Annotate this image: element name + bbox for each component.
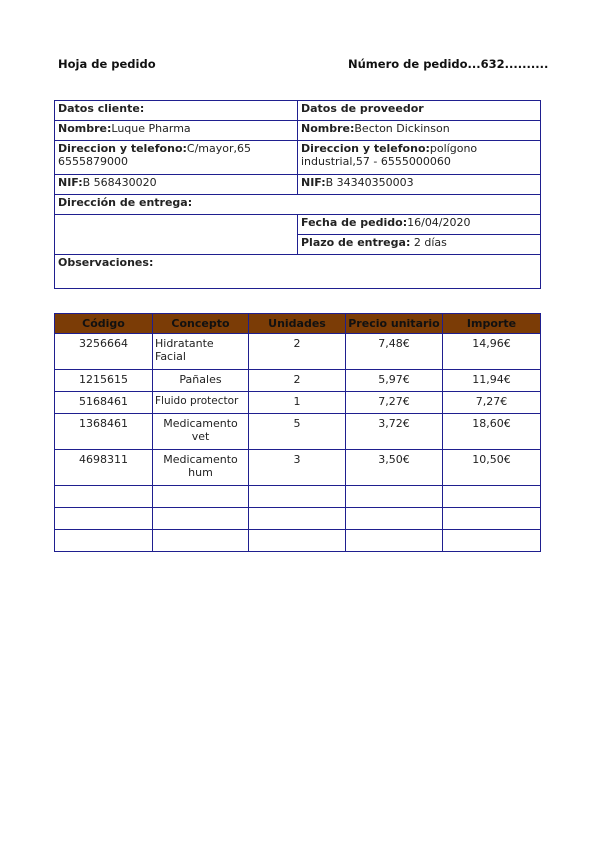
cell-code: 3256664 xyxy=(55,334,153,370)
cell-units: 5 xyxy=(249,414,346,450)
empty-cell xyxy=(55,530,153,552)
cell-concept: Fluido protector xyxy=(153,392,249,414)
column-header-concept: Concepto xyxy=(153,314,249,334)
client-address: Direccion y telefono:C/mayor,65 6555879000 xyxy=(55,141,298,175)
supplier-nif: NIF:B 34340350003 xyxy=(298,175,541,195)
delivery-address: Dirección de entrega: xyxy=(55,195,541,215)
table-row xyxy=(55,392,541,414)
client-name: Nombre:Luque Pharma xyxy=(55,121,298,141)
notes: Observaciones: xyxy=(55,255,541,289)
client-heading: Datos cliente: xyxy=(55,101,298,121)
table-row xyxy=(55,450,541,486)
supplier-name: Nombre:Becton Dickinson xyxy=(298,121,541,141)
cell-price: 7,27€ xyxy=(346,392,443,414)
cell-code: 4698311 xyxy=(55,450,153,486)
cell-price: 3,72€ xyxy=(346,414,443,450)
cell-concept: Medicamento vet xyxy=(153,414,249,450)
empty-cell xyxy=(443,530,541,552)
empty-row xyxy=(55,530,541,552)
delivery-address-value xyxy=(55,215,298,255)
empty-cell xyxy=(443,508,541,530)
empty-cell xyxy=(346,530,443,552)
cell-concept: Hidratante Facial xyxy=(153,334,249,370)
client-supplier-table xyxy=(54,100,541,289)
order-number: Número de pedido...632.......... xyxy=(348,57,549,71)
delivery-term: Plazo de entrega: 2 días xyxy=(298,235,541,255)
empty-row xyxy=(55,486,541,508)
cell-code: 1368461 xyxy=(55,414,153,450)
cell-price: 3,50€ xyxy=(346,450,443,486)
items-header-row xyxy=(55,314,541,334)
document-title: Hoja de pedido xyxy=(58,57,156,71)
table-row xyxy=(55,334,541,370)
client-nif: NIF:B 568430020 xyxy=(55,175,298,195)
empty-cell xyxy=(346,508,443,530)
cell-amount: 7,27€ xyxy=(443,392,541,414)
cell-amount: 10,50€ xyxy=(443,450,541,486)
empty-cell xyxy=(346,486,443,508)
cell-amount: 14,96€ xyxy=(443,334,541,370)
supplier-heading: Datos de proveedor xyxy=(298,101,541,121)
empty-cell xyxy=(249,508,346,530)
items-table xyxy=(54,313,541,552)
cell-amount: 11,94€ xyxy=(443,370,541,392)
cell-units: 1 xyxy=(249,392,346,414)
cell-code: 5168461 xyxy=(55,392,153,414)
table-row xyxy=(55,414,541,450)
cell-concept: Pañales xyxy=(153,370,249,392)
cell-price: 7,48€ xyxy=(346,334,443,370)
cell-units: 2 xyxy=(249,334,346,370)
table-row xyxy=(55,370,541,392)
cell-units: 2 xyxy=(249,370,346,392)
empty-row xyxy=(55,508,541,530)
column-header-units: Unidades xyxy=(249,314,346,334)
column-header-unit-price: Precio unitario xyxy=(346,314,443,334)
empty-cell xyxy=(153,530,249,552)
column-header-code: Código xyxy=(55,314,153,334)
cell-units: 3 xyxy=(249,450,346,486)
supplier-address: Direccion y telefono:polígono industrial,57 - 6555000060 xyxy=(298,141,541,175)
empty-cell xyxy=(443,486,541,508)
cell-code: 1215615 xyxy=(55,370,153,392)
empty-cell xyxy=(55,508,153,530)
empty-cell xyxy=(153,508,249,530)
empty-cell xyxy=(249,530,346,552)
empty-cell xyxy=(153,486,249,508)
cell-concept: Medicamento hum xyxy=(153,450,249,486)
empty-cell xyxy=(249,486,346,508)
column-header-amount: Importe xyxy=(443,314,541,334)
cell-amount: 18,60€ xyxy=(443,414,541,450)
order-date: Fecha de pedido:16/04/2020 xyxy=(298,215,541,235)
cell-price: 5,97€ xyxy=(346,370,443,392)
empty-cell xyxy=(55,486,153,508)
